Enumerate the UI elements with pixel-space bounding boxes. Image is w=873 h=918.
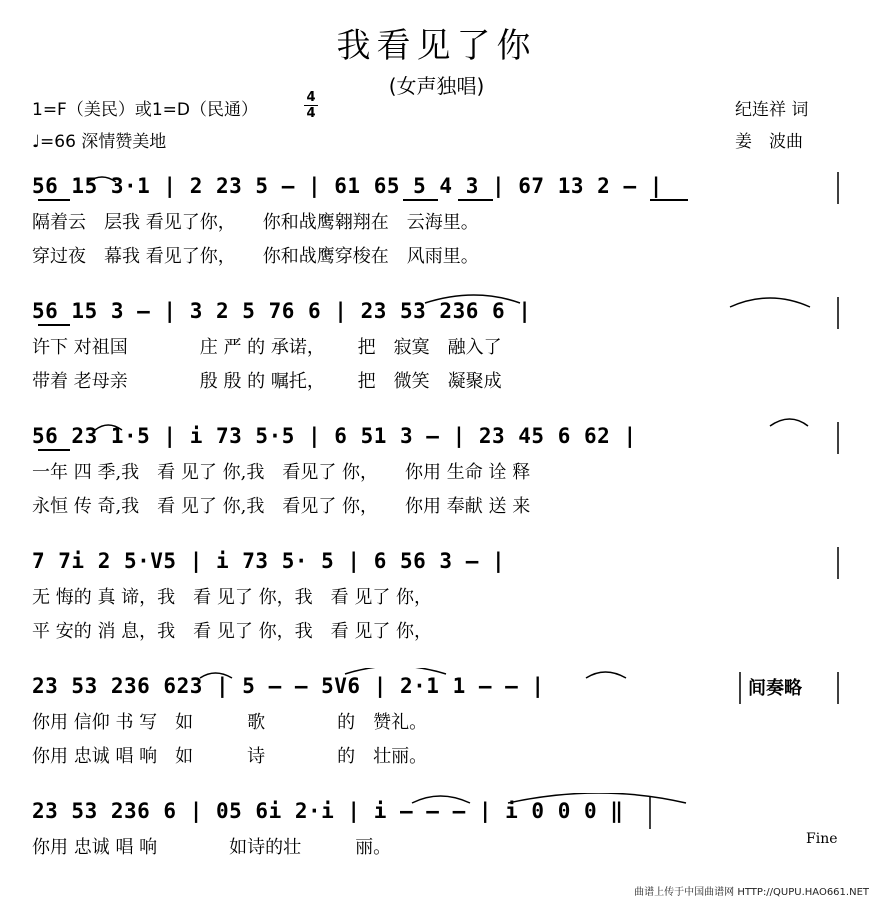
lyric-verse-2: 穿过夜 幕我 看见了你， 你和战鹰穿梭在 风雨里。 <box>32 246 479 267</box>
lyric-verse-2: 你用 忠诚 唱 响 如 诗 的 壮丽。 <box>32 746 428 767</box>
lyricist: 纪连祥 词 <box>735 100 809 120</box>
lyric-verse-1: 你用 信仰 书 写 如 歌 的 赞礼。 <box>32 712 428 733</box>
lyric-verse-1: 许下 对祖国 庄 严 的 承诺， 把 寂寞 融入了 <box>32 337 502 358</box>
composer: 姜 波曲 <box>735 132 803 152</box>
notation-line: 23 53 236 623 | 5 – – 5V6 | 2·1 1 – – | <box>32 674 545 698</box>
score-system-3 <box>0 418 873 543</box>
notation-line: 56 15 3·1 | 2 23 5 – | 61 65 5 4 3 | 67 13 2 – | <box>32 174 663 198</box>
score-system-6 <box>0 793 873 918</box>
notation-line: 7 7i 2 5·V5 | i 73 5· 5 | 6 56 3 – | <box>32 549 506 573</box>
site-watermark: 曲谱上传于中国曲谱网 HTTP://QUPU.HAO661.NET <box>634 887 869 898</box>
notation-line: 23 53 236 6 | 05 6i 2·i | i – – – | i 0 0 0 ‖ <box>32 799 624 823</box>
lyric-verse-1: 你用 忠诚 唱 响 如诗的壮 丽。 <box>32 837 392 858</box>
lyric-verse-1: 隔着云 层我 看见了你， 你和战鹰翱翔在 云海里。 <box>32 212 479 233</box>
score-system-5 <box>0 668 873 793</box>
time-signature-bottom: 4 <box>306 106 316 121</box>
interlude-marking: 间奏略 <box>748 678 802 699</box>
lyric-verse-1: 无 悔的 真 谛，我 看 见了 你，我 看 见了 你， <box>32 587 433 608</box>
score-system-2 <box>0 293 873 418</box>
lyric-verse-2: 带着 老母亲 殷 殷 的 嘱托， 把 微笑 凝聚成 <box>32 371 502 392</box>
lyric-verse-2: 平 安的 消 息，我 看 见了 你，我 看 见了 你， <box>32 621 433 642</box>
page-title: 我看见了你 <box>336 26 537 66</box>
lyric-verse-2: 永恒 传 奇,我 看 见了 你,我 看见了 你， 你用 奉献 送 来 <box>32 496 531 517</box>
time-signature <box>304 91 318 120</box>
notation-line: 56 15 3 – | 3 2 5 76 6 | 23 53 236 6 | <box>32 299 532 323</box>
page-subtitle: (女声独唱) <box>388 74 485 98</box>
score-system-1 <box>0 168 873 293</box>
lyric-verse-1: 一年 四 季,我 看 见了 你,我 看见了 你， 你用 生命 诠 释 <box>32 462 531 483</box>
score-system-4 <box>0 543 873 668</box>
key-signature: 1=F（美民）或1=D（民通） <box>32 100 258 120</box>
tempo-marking: ♩=66 深情赞美地 <box>32 132 167 152</box>
time-signature-top: 4 <box>306 90 316 105</box>
fine-marking: Fine <box>806 831 838 847</box>
notation-line: 56 23 1·5 | i 73 5·5 | 6 51 3 – | 23 45 6 62 | <box>32 424 637 448</box>
